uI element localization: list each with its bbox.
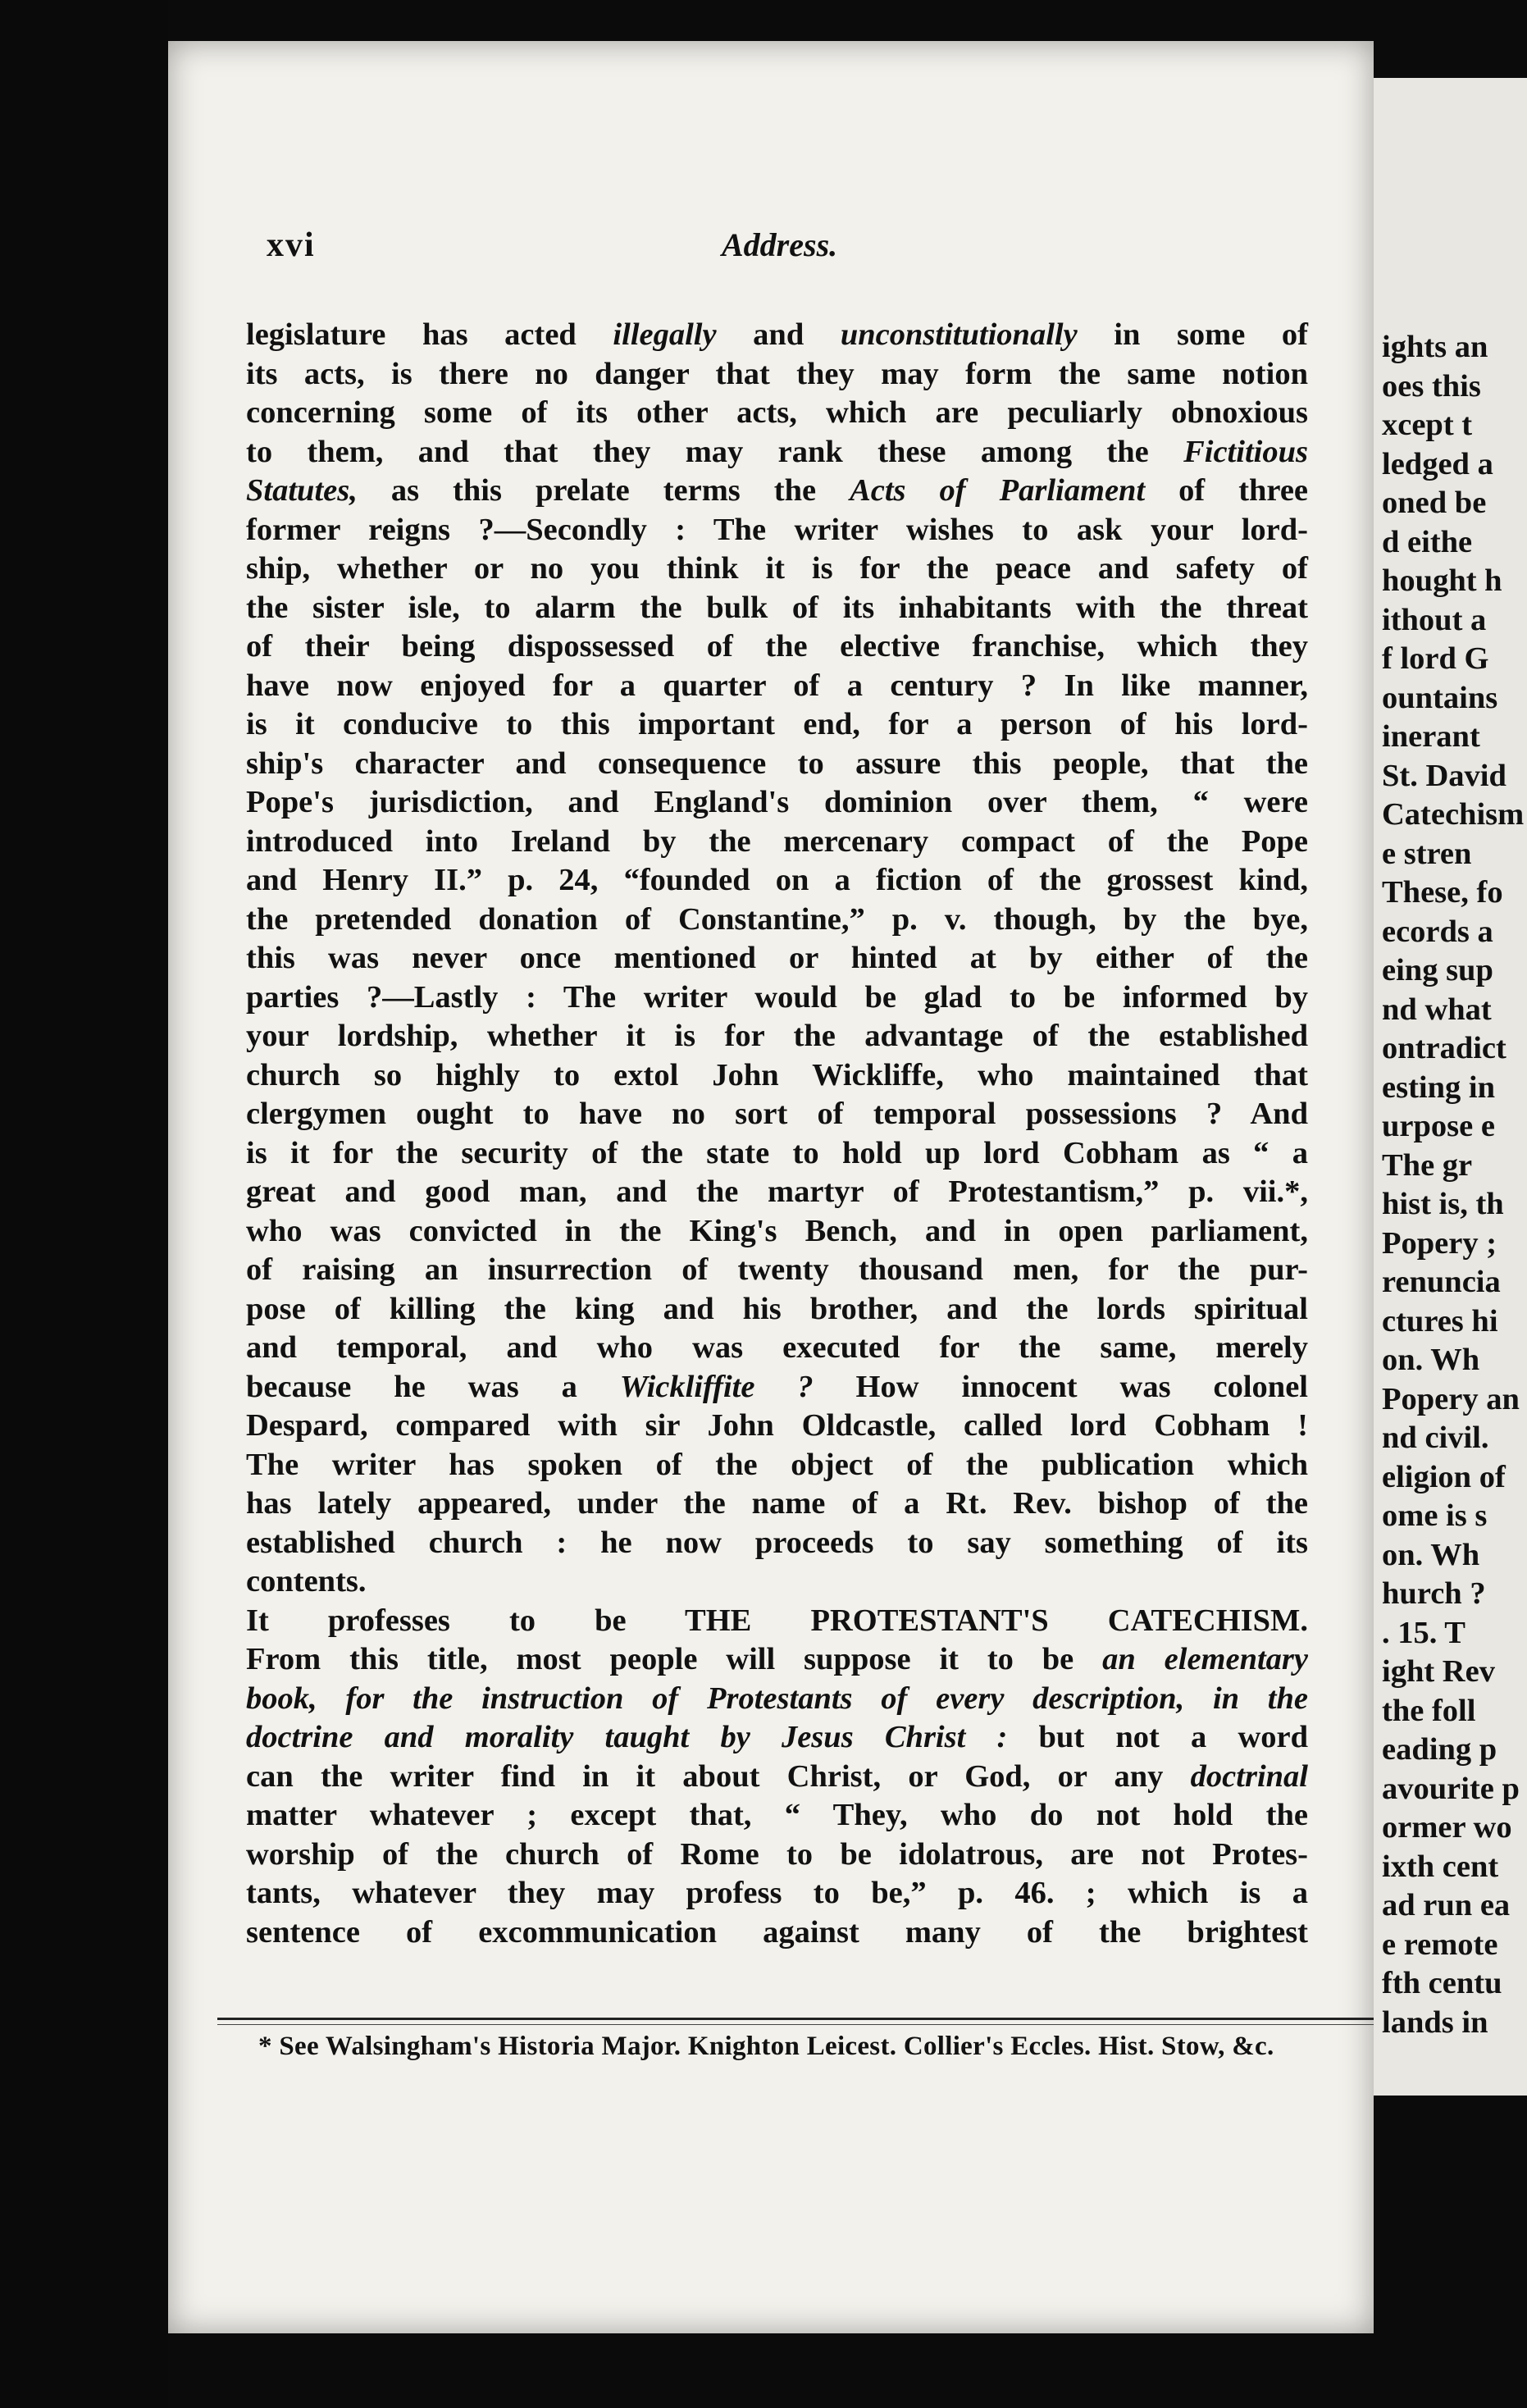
book-page bbox=[168, 41, 1374, 2333]
facing-line: fth centu bbox=[1382, 1966, 1502, 2000]
facing-line: on. Wh bbox=[1382, 1537, 1480, 1572]
text-line bbox=[246, 1368, 1308, 1407]
text-run: former reigns ?—Secondly : The writer wishes to ask your lord- bbox=[246, 512, 1308, 547]
facing-line: Popery an bbox=[1382, 1381, 1520, 1416]
page-header bbox=[267, 226, 1333, 283]
facing-line: urpose e bbox=[1382, 1109, 1495, 1143]
text-line bbox=[246, 1718, 1308, 1758]
text-line bbox=[246, 1562, 1308, 1602]
text-run: introduced into Ireland by the mercenary compact of the Pope bbox=[246, 823, 1308, 859]
text-run: but not a word bbox=[1007, 1720, 1308, 1754]
text-line bbox=[246, 589, 1308, 628]
body-text bbox=[246, 316, 1308, 1952]
text-run: How innocent was colonel bbox=[813, 1369, 1308, 1404]
facing-line: ithout a bbox=[1382, 602, 1487, 637]
text-line bbox=[246, 1758, 1308, 1797]
text-line bbox=[246, 1874, 1308, 1913]
footnote-rule-thin bbox=[217, 2024, 1374, 2025]
facing-line: ight Rev bbox=[1382, 1654, 1495, 1689]
facing-line: ountains bbox=[1382, 680, 1498, 715]
italic-text-run: illegally bbox=[613, 317, 717, 352]
footnote: * See Walsingham's Historia Major. Knighton Leicest. Collier's Eccles. Hist. Stow, &c. bbox=[258, 2032, 1274, 2061]
text-run: Despard, compared with sir John Oldcastle, called lord Cobham ! bbox=[246, 1408, 1308, 1443]
facing-line: on. Wh bbox=[1382, 1343, 1480, 1377]
facing-line: oned be bbox=[1382, 486, 1487, 520]
facing-line: Catechism bbox=[1382, 797, 1525, 832]
italic-text-run: unconstitutionally bbox=[840, 317, 1078, 352]
text-line bbox=[246, 823, 1308, 862]
text-line bbox=[246, 472, 1308, 511]
text-run: It professes to be THE PROTESTANT'S CATECHISM. bbox=[246, 1603, 1308, 1638]
text-run: of three bbox=[1145, 473, 1309, 508]
text-line bbox=[246, 1407, 1308, 1446]
text-line bbox=[246, 667, 1308, 706]
text-run: of raising an insurrection of twenty thousand men, for the pur- bbox=[246, 1252, 1308, 1287]
text-run: The writer has spoken of the object of the publication which bbox=[246, 1447, 1308, 1482]
text-run: legislature has acted bbox=[246, 317, 613, 352]
text-line bbox=[246, 1212, 1308, 1252]
facing-line: avourite p bbox=[1382, 1771, 1520, 1806]
text-line bbox=[246, 627, 1308, 667]
facing-line: ormer wo bbox=[1382, 1810, 1512, 1845]
italic-text-run: doctrinal bbox=[1190, 1758, 1308, 1794]
text-line bbox=[246, 745, 1308, 784]
text-run: is it for the security of the state to hold up lord Cobham as “ a bbox=[246, 1135, 1308, 1170]
text-run: this was never once mentioned or hinted at by either of the bbox=[246, 941, 1308, 975]
facing-line: ixth cent bbox=[1382, 1849, 1499, 1884]
italic-text-run: Wickliffite ? bbox=[619, 1369, 814, 1404]
facing-line: eading p bbox=[1382, 1732, 1497, 1767]
text-run: sentence of excommunication against many of the brightest bbox=[246, 1914, 1308, 1950]
facing-line: oes this bbox=[1382, 368, 1481, 404]
text-line bbox=[246, 1017, 1308, 1056]
facing-line: nd what bbox=[1382, 992, 1492, 1027]
text-run: your lordship, whether it is for the advantage of the established bbox=[246, 1019, 1308, 1053]
facing-line: renuncia bbox=[1382, 1265, 1501, 1299]
text-run: From this title, most people will suppose it to be bbox=[246, 1642, 1103, 1676]
text-line bbox=[246, 1134, 1308, 1174]
text-run: as this prelate terms the bbox=[357, 473, 850, 508]
text-line bbox=[246, 1524, 1308, 1563]
facing-page-text bbox=[1382, 328, 1527, 2042]
text-run: tants, whatever they may profess to be,” p. 46. ; which is a bbox=[246, 1876, 1308, 1910]
facing-line: . 15. T bbox=[1382, 1615, 1465, 1650]
facing-line: the foll bbox=[1382, 1693, 1476, 1728]
text-line bbox=[246, 1680, 1308, 1719]
facing-line: f lord G bbox=[1382, 641, 1489, 676]
text-run: and temporal, and who was executed for the same, merely bbox=[246, 1330, 1308, 1365]
italic-text-run: book, for the instruction of Protestants of every description, in the bbox=[246, 1681, 1308, 1716]
text-run: pose of killing the king and his brother, and the lords spiritual bbox=[246, 1291, 1308, 1326]
facing-line: lands in bbox=[1382, 2004, 1488, 2040]
facing-line: ledged a bbox=[1382, 446, 1493, 481]
text-run: of their being dispossessed of the elective franchise, which they bbox=[246, 629, 1308, 664]
italic-text-run: doctrine and morality taught by Jesus Christ : bbox=[246, 1720, 1008, 1754]
text-line bbox=[246, 1290, 1308, 1329]
text-line bbox=[246, 705, 1308, 745]
text-run: worship of the church of Rome to be idolatrous, are not Protes- bbox=[246, 1836, 1308, 1872]
text-line bbox=[246, 1836, 1308, 1875]
text-line bbox=[246, 511, 1308, 550]
facing-line: e stren bbox=[1382, 836, 1472, 871]
text-line bbox=[246, 1796, 1308, 1836]
text-line bbox=[246, 550, 1308, 589]
text-run: parties ?—Lastly : The writer would be glad to be informed by bbox=[246, 979, 1308, 1015]
text-run: the sister isle, to alarm the bulk of its inhabitants with the threat bbox=[246, 590, 1308, 625]
text-run: because he was a bbox=[246, 1369, 620, 1404]
text-line bbox=[246, 1602, 1308, 1641]
text-run: the pretended donation of Constantine,” p. v. though, by the bye, bbox=[246, 901, 1308, 937]
text-run: clergymen ought to have no sort of temporal possessions ? And bbox=[246, 1097, 1308, 1131]
facing-line: inerant bbox=[1382, 719, 1480, 754]
text-line bbox=[246, 1484, 1308, 1524]
facing-line: These, fo bbox=[1382, 875, 1503, 910]
facing-line: d eithe bbox=[1382, 524, 1473, 559]
facing-line: ecords a bbox=[1382, 914, 1493, 949]
italic-text-run: Statutes, bbox=[246, 473, 358, 508]
text-line bbox=[246, 978, 1308, 1018]
text-run: its acts, is there no danger that they may form the same notion bbox=[246, 356, 1308, 391]
text-line bbox=[246, 1446, 1308, 1485]
text-run: can the writer find in it about Christ, or God, or any bbox=[246, 1758, 1191, 1794]
text-line bbox=[246, 1329, 1308, 1368]
facing-line: The gr bbox=[1382, 1147, 1473, 1183]
facing-line: ontradict bbox=[1382, 1031, 1506, 1065]
text-run: established church : he now proceeds to say something of its bbox=[246, 1525, 1308, 1560]
text-line bbox=[246, 355, 1308, 394]
facing-line: nd civil. bbox=[1382, 1421, 1489, 1455]
text-line bbox=[246, 1640, 1308, 1680]
italic-text-run: Acts of Parliament bbox=[850, 473, 1146, 508]
text-run: contents. bbox=[246, 1564, 367, 1598]
text-line bbox=[246, 433, 1308, 472]
text-line bbox=[246, 1913, 1308, 1953]
facing-line: ights an bbox=[1382, 330, 1488, 364]
text-run: Pope's jurisdiction, and England's dominion over them, “ were bbox=[246, 785, 1308, 819]
facing-line: St. David bbox=[1382, 758, 1506, 793]
facing-line: eing sup bbox=[1382, 953, 1493, 987]
italic-text-run: an elementary bbox=[1102, 1642, 1309, 1676]
facing-line: Popery ; bbox=[1382, 1225, 1497, 1261]
text-run: matter whatever ; except that, “ They, who do not hold the bbox=[246, 1798, 1308, 1832]
text-line bbox=[246, 394, 1308, 433]
facing-line: hist is, th bbox=[1382, 1187, 1504, 1221]
text-line bbox=[246, 1095, 1308, 1134]
facing-line: e remote bbox=[1382, 1927, 1498, 1962]
facing-line: eligion of bbox=[1382, 1459, 1506, 1494]
text-run: ship, whether or no you think it is for the peace and safety of bbox=[246, 551, 1308, 586]
facing-line: xcept t bbox=[1382, 408, 1473, 442]
text-run: to them, and that they may rank these among the bbox=[246, 434, 1184, 469]
text-run: concerning some of its other acts, which are peculiarly obnoxious bbox=[246, 395, 1308, 430]
page-number: xvi bbox=[267, 226, 316, 264]
text-line bbox=[246, 939, 1308, 978]
facing-line: ctures hi bbox=[1382, 1303, 1498, 1339]
text-run: has lately appeared, under the name of a Rt. Rev. bishop of the bbox=[246, 1486, 1308, 1521]
text-line bbox=[246, 1251, 1308, 1290]
text-line bbox=[246, 861, 1308, 901]
text-run: church so highly to extol John Wickliffe, who maintained that bbox=[246, 1057, 1308, 1092]
text-line bbox=[246, 901, 1308, 940]
footnote-rule bbox=[217, 2018, 1374, 2020]
facing-line: esting in bbox=[1382, 1069, 1495, 1105]
facing-line: hought h bbox=[1382, 563, 1502, 598]
text-run: great and good man, and the martyr of Protestantism,” p. vii.*, bbox=[246, 1174, 1308, 1209]
text-run: and bbox=[716, 317, 841, 352]
text-run: have now enjoyed for a quarter of a century ? In like manner, bbox=[246, 668, 1308, 703]
facing-line: hurch ? bbox=[1382, 1576, 1486, 1611]
text-line bbox=[246, 783, 1308, 823]
running-head: Address. bbox=[722, 226, 838, 263]
text-run: is it conducive to this important end, for a person of his lord- bbox=[246, 707, 1308, 741]
italic-text-run: Fictitious bbox=[1183, 434, 1308, 469]
facing-line: ome is s bbox=[1382, 1498, 1488, 1533]
facing-page-edge bbox=[1374, 78, 1527, 2096]
text-line bbox=[246, 316, 1308, 355]
text-run: ship's character and consequence to assure this people, that the bbox=[246, 746, 1308, 781]
text-run: who was convicted in the King's Bench, and in open parliament, bbox=[246, 1213, 1308, 1248]
text-run: in some of bbox=[1077, 317, 1308, 352]
scan-gutter bbox=[0, 0, 168, 2408]
text-line bbox=[246, 1056, 1308, 1096]
text-line bbox=[246, 1173, 1308, 1212]
facing-line: ad run ea bbox=[1382, 1888, 1511, 1922]
text-run: and Henry II.” p. 24, “founded on a fiction of the grossest kind, bbox=[246, 863, 1308, 897]
